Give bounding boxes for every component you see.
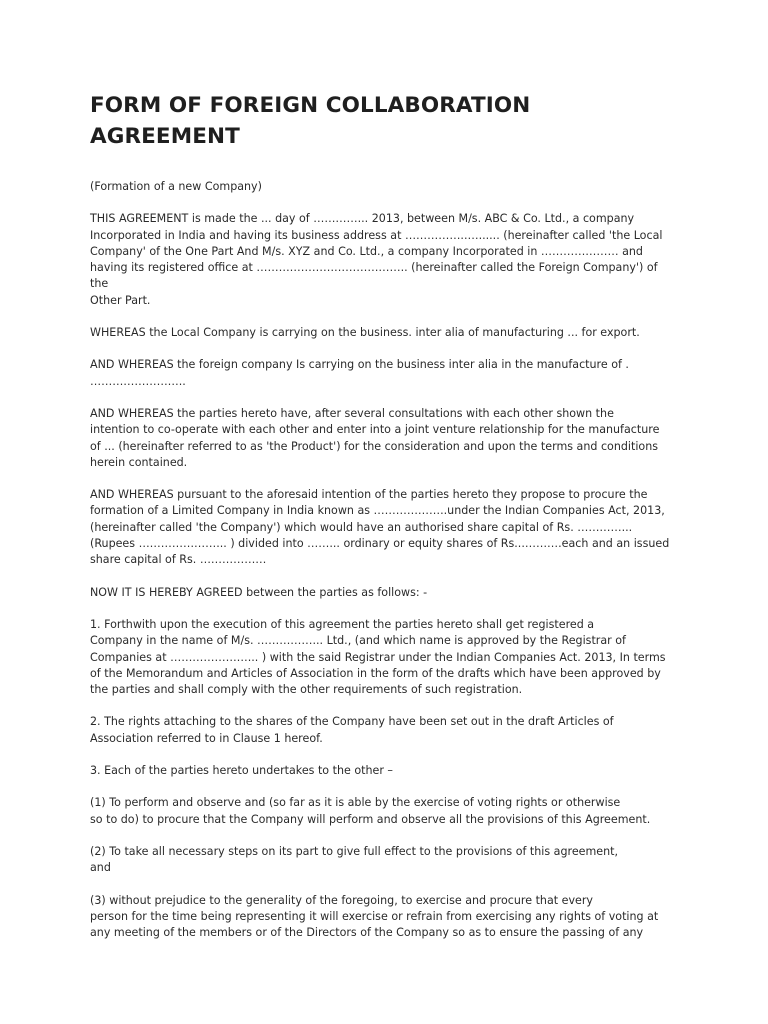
subclause-2-paragraph: (2) To take all necessary steps on its part to give full effect to the provisions of this agreement, and [90, 844, 619, 875]
whereas-formation-paragraph: AND WHEREAS pursuant to the aforesaid intention of the parties hereto they propose to procure the formation of a Limited Company in India known as ………………..under the Indian Companies Act, 2013, (hereinafter called 'the Company') which would have an authorised share capital of Rs. …………... (Rupees …………………... ) divided into ……... ordinary or equity shares of Rs...……….each and an issued share capital of Rs. ……………… [90, 488, 670, 567]
clause-3-paragraph: 3. Each of the parties hereto undertakes to the other – [90, 764, 393, 778]
subclause-1-paragraph: (1) To perform and observe and (so far as it is able by the exercise of voting rights or otherwise so to do) to procure that the Company will perform and observe all the provisions of this Agreement. [90, 796, 651, 826]
document-title: FORM OF FOREIGN COLLABORATION AGREEMENT [90, 93, 531, 149]
now-agreed-paragraph: NOW IT IS HEREBY AGREED between the parties as follows: - [90, 585, 428, 599]
subclause-3-paragraph: (3) without prejudice to the generality of the foregoing, to exercise and procure that every person for the time being representing it will exercise or refrain from exercising any rights of voting at any meeting of the members or of the Directors of the Company so as to ensure the passing of any [90, 893, 659, 940]
agreement-intro-paragraph: THIS AGREEMENT is made the ... day of …………... 2013, between M/s. ABC & Co. Ltd., a company Incorporated in India and having its business address at ……………..…...... (hereinafter called 'the Local Company' of the One Part And M/s. XYZ and Co. Ltd., a company Incorporated in ………………… and having its registered office at ………………………………….. (hereinafter called the Foreign Company') of the Other Part. [90, 212, 663, 307]
document-body [90, 90, 676, 941]
whereas-foreign-company-paragraph: AND WHEREAS the foreign company Is carrying on the business inter alia in the manufacture of . …………………….. [90, 358, 629, 388]
whereas-local-company-paragraph: WHEREAS the Local Company is carrying on the business. inter alia of manufacturing ... for export. [90, 326, 640, 340]
whereas-parties-paragraph: AND WHEREAS the parties hereto have, after several consultations with each other shown the intention to co-operate with each other and enter into a joint venture relationship for the manufacture of ... (hereinafter referred to as 'the Product') for the consideration and upon the terms and conditions herein contained. [90, 406, 660, 469]
clause-1-paragraph: 1. Forthwith upon the execution of this agreement the parties hereto shall get registered a Company in the name of M/s. ……………... Ltd., (and which name is approved by the Registrar of Companies at …………………... ) with the said Registrar under the Indian Companies Act. 2013, In terms of the Memorandum and Articles of Association in the form of the drafts which have been approved by the parties and shall comply with the other requirements of such registration. [90, 617, 666, 697]
clause-2-paragraph: 2. The rights attaching to the shares of the Company have been set out in the draft Articles of Association referred to in Clause 1 hereof. [90, 715, 614, 745]
subtitle-paragraph: (Formation of a new Company) [90, 180, 262, 193]
